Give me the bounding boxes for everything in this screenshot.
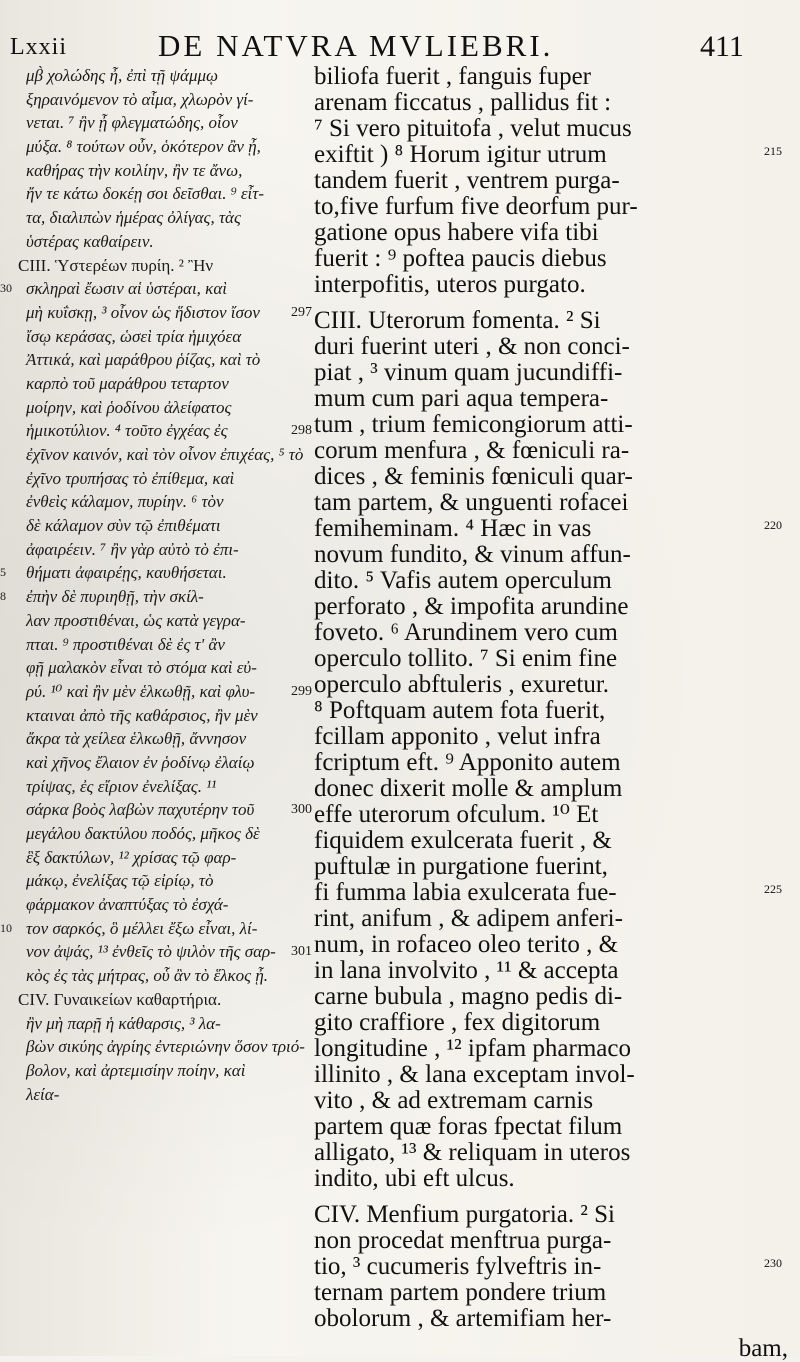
latin-line-text: CIII. Uterorum fomenta. ² Si — [314, 307, 601, 334]
greek-line — [0, 254, 312, 278]
latin-line — [310, 750, 800, 776]
latin-line-text: puftulæ in purgatione fuerint, — [314, 853, 608, 880]
greek-line-number: 298 — [291, 423, 312, 439]
greek-line-text: βολον, καὶ ἀρτεμισίην ποίην, καὶ — [26, 1060, 246, 1080]
greek-line — [0, 585, 312, 609]
latin-line-text: effe uterorum ofculum. ¹⁰ Et — [314, 801, 599, 828]
latin-line — [310, 932, 800, 958]
latin-line-text: dices , & feminis fœniculi quar- — [314, 463, 633, 490]
greek-line-text: λεία- — [26, 1084, 60, 1104]
greek-line-text: ξηραινόμενον τὸ αἷμα, χλωρὸν γί- — [26, 89, 254, 109]
latin-line — [310, 142, 800, 168]
greek-line-text: μοίρην, καὶ ῥοδίνου ἀλείφατος — [26, 397, 232, 417]
latin-line — [310, 1140, 800, 1166]
latin-line-text: tandem fuerit , ventrem purga- — [314, 167, 620, 194]
latin-line-text: donec dixerit molle & amplum — [314, 775, 623, 802]
greek-line — [0, 869, 312, 893]
greek-line-text: ἀφαιρέειν. ⁷ ἢν γὰρ αὐτὸ τὸ ἐπι- — [26, 539, 239, 559]
latin-line-text: fuerit : ⁹ poftea paucis diebus — [314, 245, 607, 272]
latin-line-text: ternam partem pondere trium — [314, 1279, 607, 1306]
greek-line — [0, 135, 312, 159]
greek-line — [0, 798, 312, 822]
greek-line — [0, 656, 312, 680]
greek-line — [0, 64, 312, 88]
latin-line — [310, 464, 800, 490]
greek-line — [0, 159, 312, 183]
latin-line-text: vito , & ad extremam carnis — [314, 1087, 594, 1114]
greek-line-text: μβ̀ χολώδης ἦ, ἐπὶ τῇ ψάμμῳ — [26, 66, 219, 85]
greek-line-text: ἡμικοτύλιον. ⁴ τοῦτο ἐγχέας ἐς — [26, 421, 228, 441]
latin-line — [310, 984, 800, 1010]
latin-line-text: corum menfura , & fœniculi ra- — [314, 437, 630, 464]
greek-line-text: σκληραὶ ἔωσιν αἱ ὑστέραι, καὶ — [26, 279, 227, 299]
latin-line-number: 230 — [764, 1256, 782, 1270]
greek-line — [0, 325, 312, 349]
latin-line — [310, 386, 800, 412]
latin-line-text: tio, ³ cucumeris fylveftris in- — [314, 1253, 602, 1280]
latin-line — [310, 542, 800, 568]
greek-line — [0, 680, 312, 704]
greek-line-number: 299 — [291, 683, 312, 699]
latin-line — [310, 490, 800, 516]
greek-line-text: ἢν μὴ παρῇ ἡ κάθαρσις, ³ λα- — [26, 1013, 221, 1033]
latin-line-text: ⁸ Poftquam autem fota fuerit, — [314, 697, 606, 724]
latin-line — [310, 672, 800, 698]
greek-line-text: καθήρας τὴν κοιλίην, ἢν τε ἄνω, — [26, 160, 243, 180]
greek-line-text: μύξα. ⁸ τούτων οὖν, ὁκότερον ἂν ᾖ, — [26, 137, 261, 157]
latin-line — [310, 272, 800, 298]
latin-line — [310, 360, 800, 386]
greek-margin-number: 5 — [0, 565, 6, 580]
latin-line — [310, 168, 800, 194]
latin-line — [310, 516, 800, 542]
latin-line — [310, 1202, 800, 1228]
latin-text-column — [310, 64, 800, 1362]
greek-line-text: φῇ μαλακὸν εἶναι τὸ στόμα καὶ εὐ- — [26, 658, 257, 678]
latin-line — [310, 412, 800, 438]
greek-margin-number: 8 — [0, 589, 6, 604]
greek-line-text: καὶ χῆνος ἔλαιον ἐν ῥοδίνῳ ἐλαίῳ — [26, 752, 255, 772]
latin-line — [310, 1254, 800, 1280]
greek-line — [0, 775, 312, 799]
greek-line-text: ὑστέρας καθαίρειν. — [26, 231, 154, 251]
latin-line-text: femiheminam. ⁴ Hæc in vas — [314, 515, 592, 542]
latin-line-number: 225 — [764, 882, 782, 896]
latin-line — [310, 828, 800, 854]
latin-line-text: piat , ³ vinum quam jucundiffi- — [314, 359, 623, 386]
greek-line — [0, 419, 312, 443]
greek-line — [0, 538, 312, 562]
greek-line-text: ἤν τε κάτω δοκέῃ σοι δεῖσθαι. ⁹ εἶτ- — [26, 184, 265, 204]
greek-line — [0, 893, 312, 917]
greek-line — [0, 1059, 312, 1083]
latin-line-text: partem quæ foras fpectat filum — [314, 1113, 623, 1140]
latin-line — [310, 646, 800, 672]
latin-line — [310, 116, 800, 142]
running-title: DE NATVRA MVLIEBRI. — [158, 28, 554, 63]
latin-line-text: gito craffiore , fex digitorum — [314, 1009, 601, 1036]
greek-line-text: ἐχῖνον καινόν, καὶ τὸν οἶνον ἐπιχέας, ⁵ τὸ — [26, 445, 304, 464]
greek-line-text: καρπὸ τοῦ μαράθρου τεταρτον — [26, 373, 229, 393]
latin-line — [310, 724, 800, 750]
greek-line — [0, 230, 312, 254]
greek-line-text: μὴ κυΐσκῃ, ³ οἶνον ὡς ἥδιστον ἴσον — [26, 302, 260, 322]
latin-line-text: fcillam apponito , velut infra — [314, 723, 601, 750]
latin-line-text: perforato , & impofita arundine — [314, 593, 629, 620]
greek-line — [0, 846, 312, 870]
latin-line-text: novum fundito, & vinum affun- — [314, 541, 631, 568]
latin-line — [310, 906, 800, 932]
greek-line-number: 297 — [291, 304, 312, 320]
greek-line — [0, 822, 312, 846]
latin-line — [310, 334, 800, 360]
greek-line — [0, 609, 312, 633]
latin-line-text: duri fuerint uteri , & non conci- — [314, 333, 630, 360]
page-header — [0, 28, 800, 68]
greek-line-text: τα, διαλιπὼν ἡμέρας ὀλίγας, τὰς — [26, 208, 241, 228]
greek-line — [0, 964, 312, 988]
latin-line-text: dito. ⁵ Vafis autem operculum — [314, 567, 612, 594]
greek-line — [0, 633, 312, 657]
latin-line — [310, 1306, 800, 1332]
greek-line — [0, 372, 312, 396]
latin-line — [310, 594, 800, 620]
greek-line — [0, 514, 312, 538]
latin-line — [310, 1114, 800, 1140]
latin-line-text: num, in rofaceo oleo terito , & — [314, 931, 619, 958]
latin-line-number: 215 — [764, 144, 782, 158]
greek-line-text: φάρμακον ἀναπτύξας τὸ ἐσχά- — [26, 895, 229, 915]
greek-line-text: κὸς ἐς τὰς μήτρας, οὗ ἂν τὸ ἕλκος ᾖ. — [26, 966, 269, 986]
latin-line — [310, 308, 800, 334]
greek-line — [0, 917, 312, 941]
latin-line — [310, 568, 800, 594]
latin-line-text: mum cum pari aqua tempera- — [314, 385, 609, 412]
greek-line-text: βὼν σικύης ἀγρίης ἐντεριώνην ὅσον τριό- — [26, 1037, 305, 1057]
greek-line-text: Ἀττικά, καὶ μαράθρου ῥίζας, καὶ τὸ — [26, 350, 261, 370]
greek-line — [0, 561, 312, 585]
latin-line — [310, 958, 800, 984]
catchword — [310, 1336, 800, 1362]
latin-line-text: arenam ficcatus , pallidus fit : — [314, 89, 612, 116]
latin-line — [310, 620, 800, 646]
greek-line-text: δὲ κάλαμον σὺν τῷ ἐπιθέματι — [26, 516, 221, 536]
greek-line-text: ἐχῖνο τρυπήσας τὸ ἐπίθεμα, καὶ — [26, 468, 235, 488]
greek-line — [0, 182, 312, 206]
latin-line-text: gatione opus habere vifa tibi — [314, 219, 599, 246]
greek-margin-number: 30 — [0, 281, 12, 296]
greek-line — [0, 490, 312, 514]
greek-line — [0, 988, 312, 1012]
greek-line-text: νον ἀψάς, ¹³ ἐνθεῖς τὸ ψιλὸν τῆς σαρ- — [26, 942, 276, 962]
greek-line-text: CIV. Γυναικείων καθαρτήρια. — [18, 989, 222, 1009]
greek-line — [0, 1035, 312, 1059]
latin-line-text: longitudine , ¹² ipfam pharmaco — [314, 1035, 631, 1062]
greek-line — [0, 348, 312, 372]
latin-line-text: to,five furfum five deorfum pur- — [314, 193, 638, 220]
latin-line — [310, 1036, 800, 1062]
latin-line-number: 220 — [764, 518, 782, 532]
latin-line — [310, 1228, 800, 1254]
latin-line-text: biliofa fuerit , fanguis fuper — [314, 63, 591, 90]
greek-line — [0, 704, 312, 728]
latin-line-text: fiquidem exulcerata fuerit , & — [314, 827, 612, 854]
greek-line — [0, 443, 312, 467]
latin-line — [310, 880, 800, 906]
greek-line — [0, 727, 312, 751]
latin-line-text: operculo abftuleris , exuretur. — [314, 671, 610, 698]
latin-line-text: tum , trium femicongiorum atti- — [314, 411, 633, 438]
latin-line — [310, 854, 800, 880]
latin-line-text: carne bubula , magno pedis di- — [314, 983, 623, 1010]
greek-line — [0, 277, 312, 301]
greek-line — [0, 206, 312, 230]
greek-line-text: ἐπὴν δὲ πυριηθῇ, τὴν σκίλ- — [26, 587, 204, 607]
latin-line — [310, 64, 800, 90]
latin-line-text: bam, — [738, 1335, 788, 1362]
greek-line-text: ἐνθεὶς κάλαμον, πυρίην. ⁶ τὸν — [26, 492, 224, 512]
latin-line — [310, 1088, 800, 1114]
page-number: 411 — [700, 30, 744, 63]
greek-line-number: 301 — [291, 944, 312, 960]
latin-line — [310, 438, 800, 464]
latin-line-text: illinito , & lana exceptam invol- — [314, 1061, 635, 1088]
latin-line-text: interpofitis, uteros purgato. — [314, 271, 586, 298]
greek-line — [0, 88, 312, 112]
latin-line — [310, 90, 800, 116]
greek-line-text: ἓξ δακτύλων, ¹² χρίσας τῷ φαρ- — [26, 847, 237, 867]
greek-line — [0, 111, 312, 135]
greek-line — [0, 301, 312, 325]
greek-line-text: ἴσῳ κεράσας, ὡσεὶ τρία ἡμιχόεα — [26, 326, 242, 346]
latin-line-text: fcriptum eft. ⁹ Apponito autem — [314, 749, 621, 776]
latin-line — [310, 1062, 800, 1088]
greek-line-text: ρύ. ¹⁰ καὶ ἢν μὲν ἑλκωθῇ, καὶ φλυ- — [26, 681, 256, 701]
greek-line-text: τρίψας, ἐς εἴριον ἐνελίξας. ¹¹ — [26, 776, 217, 796]
latin-line-text: indito, ubi eft ulcus. — [314, 1165, 515, 1192]
greek-line — [0, 467, 312, 491]
latin-line — [310, 220, 800, 246]
latin-line — [310, 776, 800, 802]
latin-line — [310, 1166, 800, 1192]
latin-line — [310, 802, 800, 828]
greek-line — [0, 940, 312, 964]
latin-line-text: non procedat menftrua purga- — [314, 1227, 612, 1254]
greek-line-text: θήματι ἀφαιρέῃς, καυθήσεται. — [26, 563, 227, 583]
greek-line — [0, 396, 312, 420]
latin-line — [310, 1010, 800, 1036]
latin-line-text: exiftit ) ⁸ Horum igitur utrum — [314, 141, 607, 168]
latin-line-text: fi fumma labia exulcerata fue- — [314, 879, 617, 906]
latin-line-text: alligato, ¹³ & reliquam in uteros — [314, 1139, 631, 1166]
greek-line-text: CIII. Ὑστερέων πυρίη. ² Ἢν — [18, 255, 214, 275]
greek-line-text: τον σαρκός, ὃ μέλλει ἔξω εἶναι, λί- — [26, 918, 258, 938]
greek-line-text: μεγάλου δακτύλου ποδός, μῆκος δὲ — [26, 824, 260, 843]
latin-line — [310, 246, 800, 272]
latin-line — [310, 1280, 800, 1306]
greek-line — [0, 1083, 312, 1107]
greek-line-text: πται. ⁹ προστιθέναι δὲ ἐς τ' ἂν — [26, 634, 225, 654]
signature-mark: Lxxii — [10, 34, 67, 60]
greek-line-text: μάκῳ, ἐνελίξας τῷ εἰρίῳ, τὸ — [26, 871, 214, 891]
latin-line-text: in lana involvito , ¹¹ & accepta — [314, 957, 619, 984]
latin-line — [310, 698, 800, 724]
latin-line-text: foveto. ⁶ Arundinem vero cum — [314, 619, 618, 646]
latin-line-text: obolorum , & artemifiam her- — [314, 1305, 612, 1332]
greek-line-number: 300 — [291, 802, 312, 818]
greek-text-column — [0, 64, 312, 1106]
greek-line-text: κταιναι ἀπὸ τῆς καθάρσιος, ἢν μὲν — [26, 705, 258, 725]
greek-line-text: νεται. ⁷ ἢν ᾖ φλεγματώδης, οἷον — [26, 113, 238, 133]
latin-line-text: CIV. Menfium purgatoria. ² Si — [314, 1201, 616, 1228]
greek-line-text: λαν προστιθέναι, ὡς κατὰ γεγρα- — [26, 610, 246, 630]
latin-line — [310, 194, 800, 220]
latin-line-text: rint, anifum , & adipem anferi- — [314, 905, 623, 932]
latin-line-text: ⁷ Si vero pituitofa , velut mucus — [314, 115, 632, 142]
greek-line-text: ἄκρα τὰ χείλεα ἑλκωθῇ, ἄννησον — [26, 729, 247, 749]
latin-line-text: tam partem, & unguenti rofacei — [314, 489, 629, 516]
greek-margin-number: 10 — [0, 920, 12, 935]
latin-line-text: operculo tollito. ⁷ Si enim fine — [314, 645, 618, 672]
greek-line-text: σάρκα βοὸς λαβὼν παχυτέρην τοῦ — [26, 800, 255, 820]
greek-line — [0, 751, 312, 775]
greek-line — [0, 1012, 312, 1036]
